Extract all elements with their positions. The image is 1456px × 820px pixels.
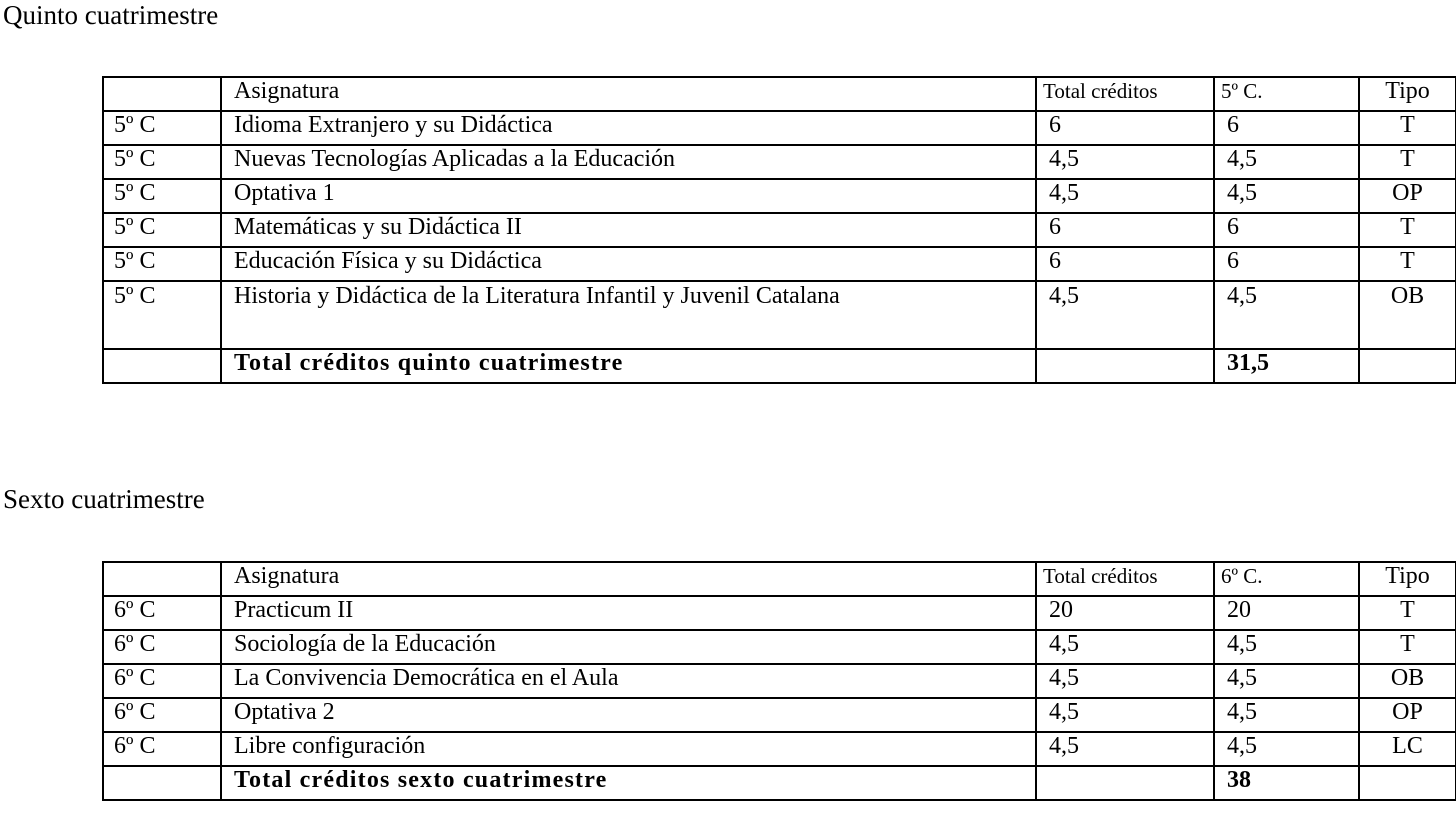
row-tipo: T [1359, 630, 1456, 664]
header-asignatura: Asignatura [221, 562, 1036, 596]
row-cuatrimestre-creditos: 4,5 [1214, 281, 1359, 349]
table-header-row [103, 77, 1456, 111]
section-heading-quinto: Quinto cuatrimestre [3, 0, 219, 30]
row-total-creditos: 20 [1036, 596, 1214, 630]
row-code: 6º C [103, 732, 221, 766]
table-row [103, 664, 1456, 698]
total-label: Total créditos sexto cuatrimestre [221, 766, 1036, 800]
row-total-creditos: 6 [1036, 111, 1214, 145]
row-code: 5º C [103, 281, 221, 349]
total-empty-cell [103, 349, 221, 383]
row-total-creditos: 4,5 [1036, 145, 1214, 179]
header-code-cell [103, 77, 221, 111]
total-value: 38 [1214, 766, 1359, 800]
total-value: 31,5 [1214, 349, 1359, 383]
row-asignatura: Optativa 2 [221, 698, 1036, 732]
row-cuatrimestre-creditos: 6 [1214, 111, 1359, 145]
row-tipo: OP [1359, 179, 1456, 213]
header-asignatura: Asignatura [221, 77, 1036, 111]
row-tipo: OB [1359, 664, 1456, 698]
row-cuatrimestre-creditos: 6 [1214, 213, 1359, 247]
header-total-creditos: Total créditos [1036, 77, 1214, 111]
row-total-creditos: 4,5 [1036, 732, 1214, 766]
row-tipo: LC [1359, 732, 1456, 766]
table-row [103, 596, 1456, 630]
row-code: 5º C [103, 179, 221, 213]
credits-table-quinto [102, 76, 1456, 384]
table-row [103, 630, 1456, 664]
row-total-creditos: 4,5 [1036, 664, 1214, 698]
row-cuatrimestre-creditos: 20 [1214, 596, 1359, 630]
row-asignatura: Practicum II [221, 596, 1036, 630]
table-row [103, 281, 1456, 349]
row-cuatrimestre-creditos: 4,5 [1214, 145, 1359, 179]
row-asignatura: Idioma Extranjero y su Didáctica [221, 111, 1036, 145]
header-tipo: Tipo [1359, 562, 1456, 596]
header-cuatrimestre: 5º C. [1214, 77, 1359, 111]
row-asignatura: Libre configuración [221, 732, 1036, 766]
total-empty-cell [1359, 349, 1456, 383]
total-row [103, 349, 1456, 383]
header-code-cell [103, 562, 221, 596]
row-tipo: T [1359, 111, 1456, 145]
table-row [103, 145, 1456, 179]
total-empty-cell [103, 766, 221, 800]
total-empty-cell [1359, 766, 1456, 800]
header-cuatrimestre: 6º C. [1214, 562, 1359, 596]
row-tipo: T [1359, 213, 1456, 247]
row-code: 5º C [103, 247, 221, 281]
row-code: 6º C [103, 596, 221, 630]
section-heading-sexto: Sexto cuatrimestre [3, 484, 205, 514]
table-row [103, 111, 1456, 145]
table-row [103, 698, 1456, 732]
row-code: 5º C [103, 213, 221, 247]
row-code: 6º C [103, 664, 221, 698]
row-asignatura: Educación Física y su Didáctica [221, 247, 1036, 281]
table-row [103, 179, 1456, 213]
row-cuatrimestre-creditos: 4,5 [1214, 630, 1359, 664]
total-empty-cell [1036, 766, 1214, 800]
row-total-creditos: 4,5 [1036, 698, 1214, 732]
row-cuatrimestre-creditos: 4,5 [1214, 179, 1359, 213]
row-code: 5º C [103, 111, 221, 145]
row-total-creditos: 4,5 [1036, 630, 1214, 664]
row-asignatura: Optativa 1 [221, 179, 1036, 213]
row-tipo: T [1359, 145, 1456, 179]
table-row [103, 213, 1456, 247]
row-tipo: OB [1359, 281, 1456, 349]
table-row [103, 247, 1456, 281]
row-asignatura: Matemáticas y su Didáctica II [221, 213, 1036, 247]
row-asignatura: Nuevas Tecnologías Aplicadas a la Educación [221, 145, 1036, 179]
row-cuatrimestre-creditos: 4,5 [1214, 732, 1359, 766]
row-cuatrimestre-creditos: 6 [1214, 247, 1359, 281]
row-cuatrimestre-creditos: 4,5 [1214, 664, 1359, 698]
total-empty-cell [1036, 349, 1214, 383]
credits-table-sexto [102, 561, 1456, 801]
row-cuatrimestre-creditos: 4,5 [1214, 698, 1359, 732]
row-code: 6º C [103, 630, 221, 664]
row-total-creditos: 4,5 [1036, 179, 1214, 213]
total-row [103, 766, 1456, 800]
row-tipo: OP [1359, 698, 1456, 732]
row-total-creditos: 6 [1036, 247, 1214, 281]
header-total-creditos: Total créditos [1036, 562, 1214, 596]
row-asignatura: Sociología de la Educación [221, 630, 1036, 664]
row-total-creditos: 4,5 [1036, 281, 1214, 349]
header-tipo: Tipo [1359, 77, 1456, 111]
row-tipo: T [1359, 247, 1456, 281]
row-total-creditos: 6 [1036, 213, 1214, 247]
row-code: 6º C [103, 698, 221, 732]
table-row [103, 732, 1456, 766]
row-code: 5º C [103, 145, 221, 179]
row-asignatura: Historia y Didáctica de la Literatura Infantil y Juvenil Catalana [221, 281, 1036, 349]
total-label: Total créditos quinto cuatrimestre [221, 349, 1036, 383]
table-header-row [103, 562, 1456, 596]
row-asignatura: La Convivencia Democrática en el Aula [221, 664, 1036, 698]
row-tipo: T [1359, 596, 1456, 630]
